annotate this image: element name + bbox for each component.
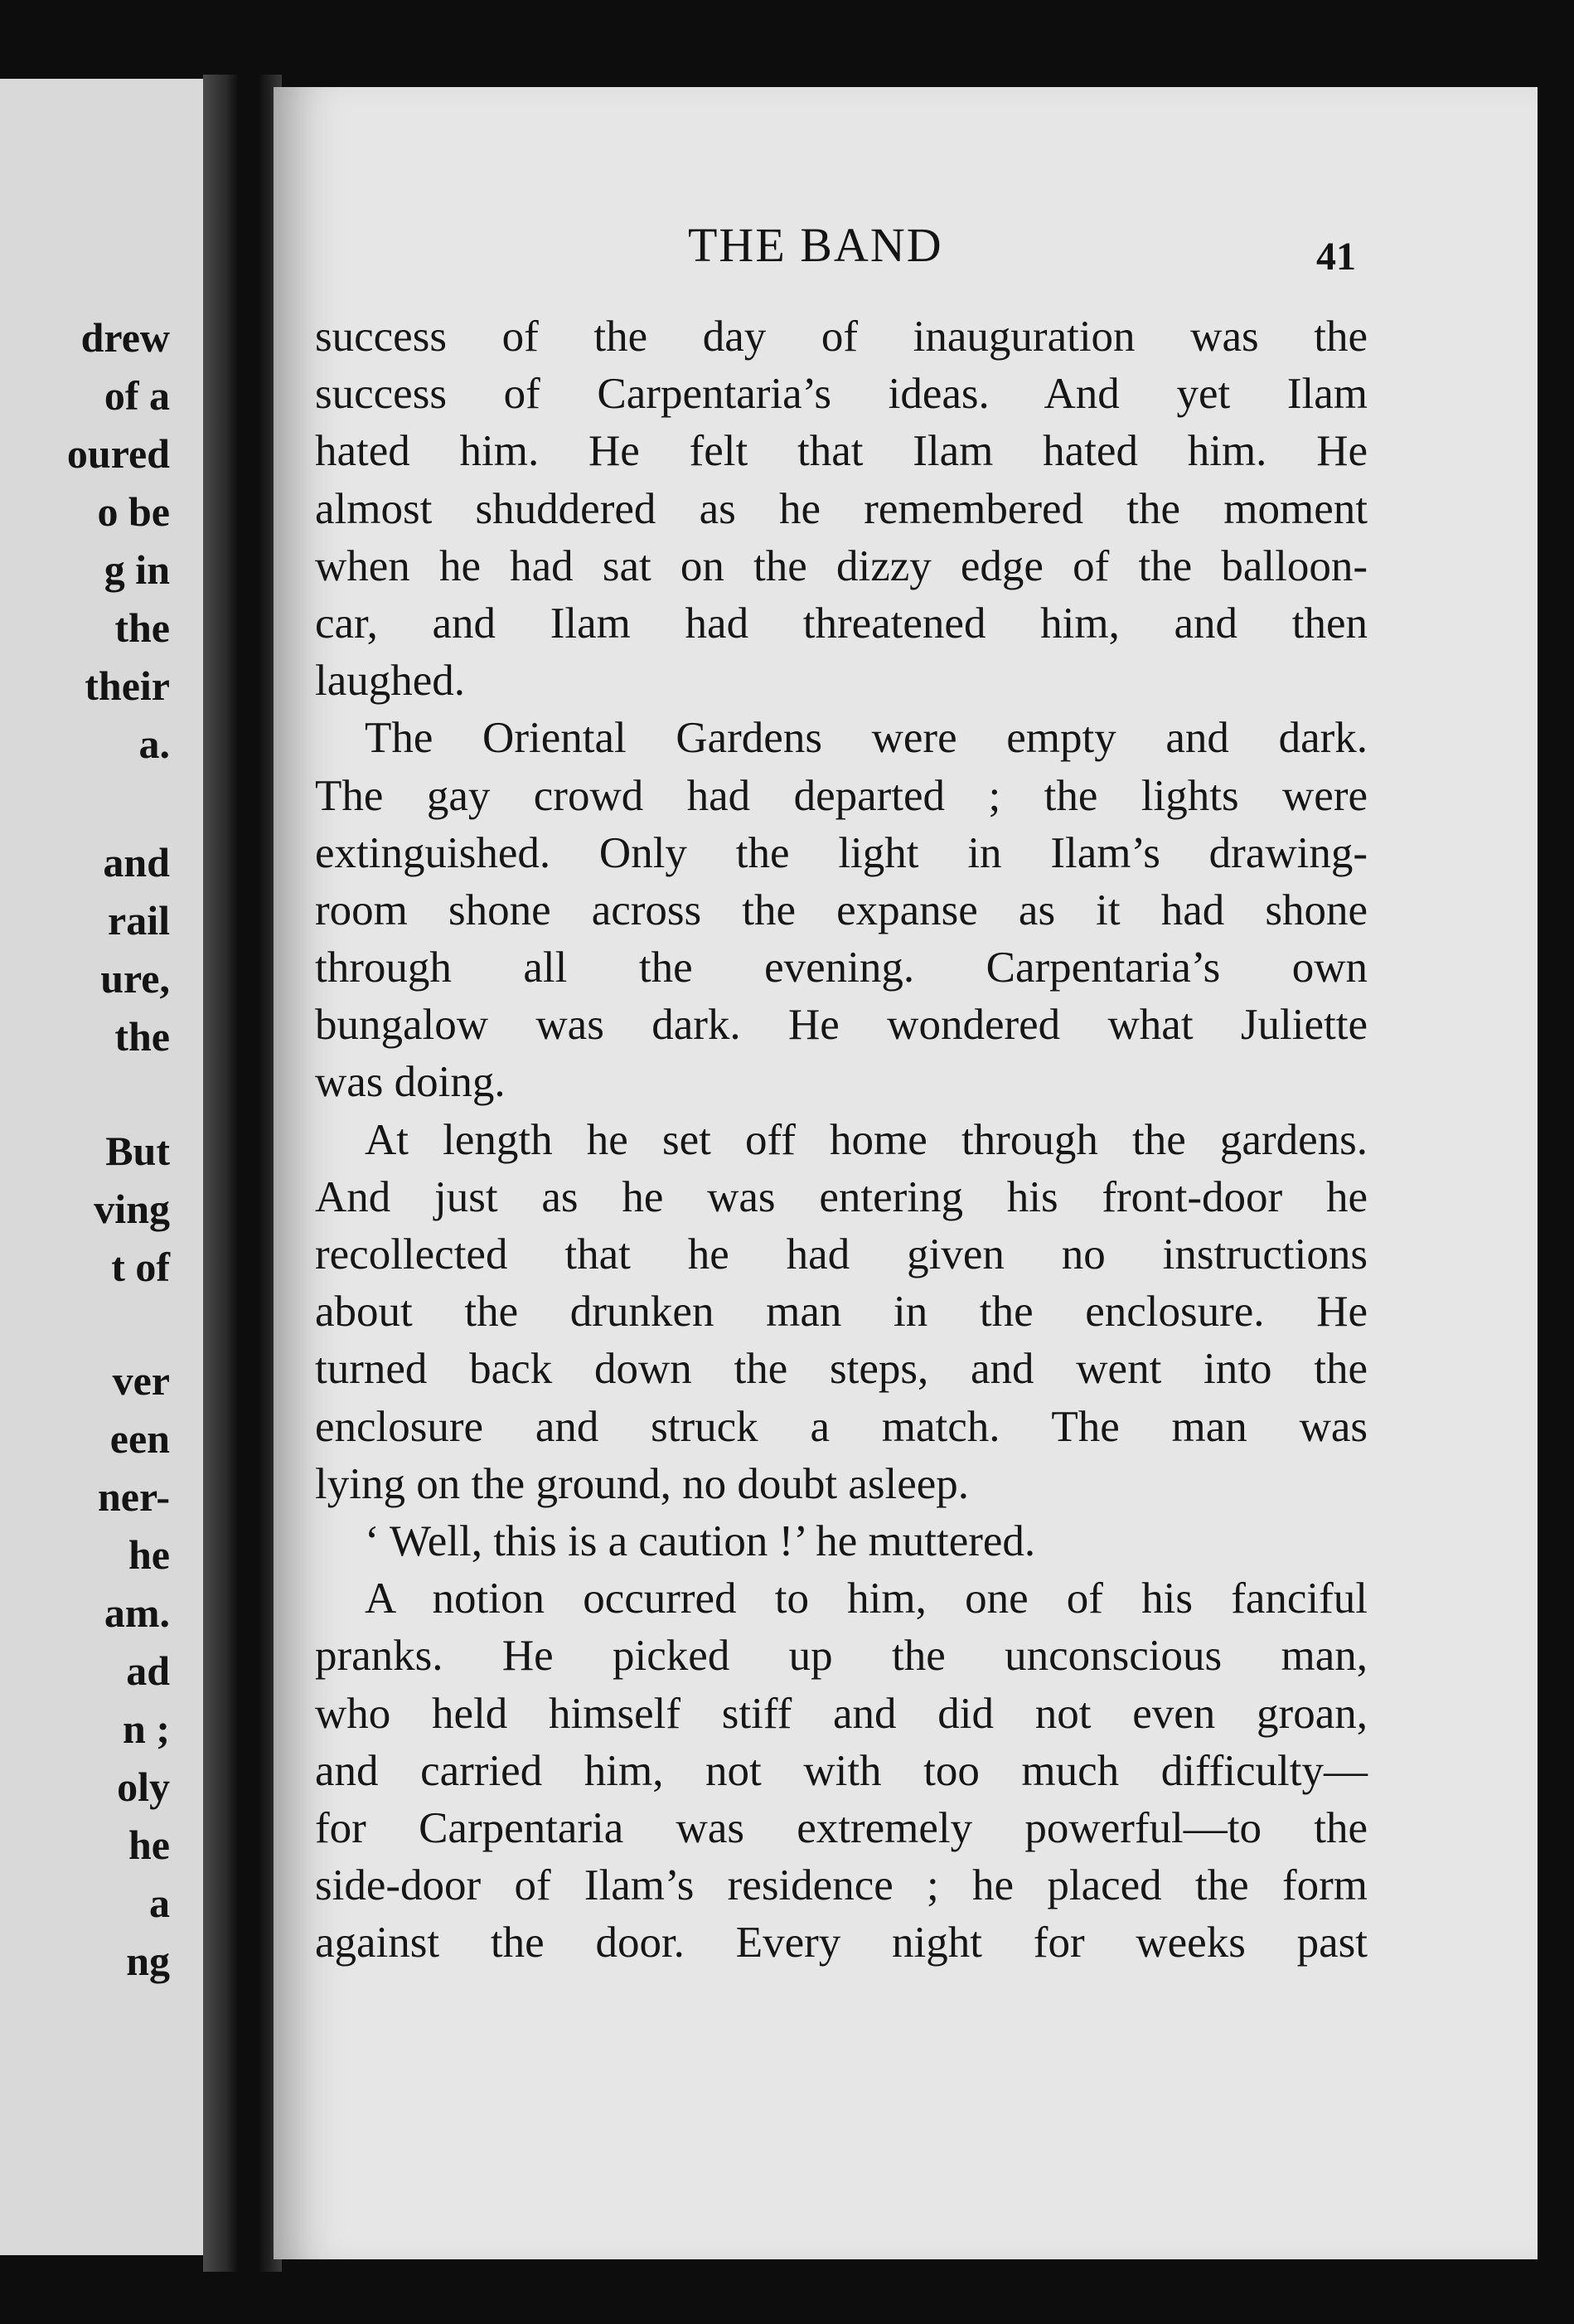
left-page-fragment: ng: [126, 1938, 170, 1984]
left-page-fragment: am.: [104, 1589, 170, 1636]
text-line: A notion occurred to him, one of his fanciful: [365, 1574, 1368, 1623]
text-line: hated him. He felt that Ilam hated him. He: [315, 427, 1368, 476]
page-number: 41: [1316, 235, 1356, 279]
text-line: through all the evening. Carpentaria’s own: [315, 944, 1368, 992]
left-page-fragment: ver: [112, 1357, 170, 1404]
left-page-fragment: t of: [111, 1244, 170, 1290]
previous-page-edge: [0, 79, 203, 2255]
text-line: bungalow was dark. He wondered what Juliette: [315, 1001, 1368, 1050]
text-line: success of the day of inauguration was the: [315, 313, 1368, 361]
left-page-fragment: a.: [138, 720, 170, 767]
left-page-fragment: the: [114, 1013, 170, 1060]
text-line: against the door. Every night for weeks past: [315, 1919, 1368, 1967]
text-line: success of Carpentaria’s ideas. And yet Ilam: [315, 370, 1368, 419]
text-line: lying on the ground, no doubt asleep.: [315, 1459, 969, 1508]
text-line: car, and Ilam had threatened him, and then: [315, 599, 1368, 648]
text-line: pranks. He picked up the unconscious man,: [315, 1632, 1368, 1681]
left-page-fragment: he: [128, 1531, 170, 1578]
left-page-fragment: the: [114, 604, 170, 651]
left-page-fragment: oured: [66, 430, 170, 477]
text-line: And just as he was entering his front-door he: [315, 1172, 1368, 1221]
left-page-fragment: their: [85, 662, 170, 709]
body-text: [315, 308, 1368, 1972]
text-line: extinguished. Only the light in Ilam’s drawing-: [315, 828, 1368, 877]
text-line: enclosure and struck a match. The man was: [315, 1402, 1368, 1451]
text-line: almost shuddered as he remembered the moment: [315, 484, 1368, 533]
text-line: side-door of Ilam’s residence ; he placed the form: [315, 1861, 1368, 1910]
left-page-fragment: oly: [117, 1764, 170, 1810]
left-page-fragment: ure,: [100, 955, 170, 1002]
text-line: and carried him, not with too much difficulty—: [315, 1746, 1368, 1795]
text-line: ‘ Well, this is a caution !’ he muttered.: [365, 1516, 1036, 1565]
left-page-fragment: a: [149, 1880, 170, 1926]
text-line: about the drunken man in the enclosure. He: [315, 1288, 1368, 1337]
left-page-fragment: ner-: [98, 1473, 170, 1520]
left-page-fragment: een: [109, 1415, 170, 1462]
text-line: The Oriental Gardens were empty and dark.: [365, 714, 1368, 763]
text-line: for Carpentaria was extremely powerful—to the: [315, 1803, 1368, 1852]
text-line: laughed.: [315, 657, 466, 706]
left-page-fragment: But: [105, 1128, 170, 1174]
running-head: THE BAND: [688, 218, 943, 272]
text-line: who held himself stiff and did not even groan,: [315, 1689, 1368, 1738]
left-page-fragment: rail: [108, 897, 170, 944]
left-page-fragment: he: [128, 1822, 170, 1868]
left-page-fragment: g in: [104, 546, 170, 593]
book-gutter: [203, 75, 282, 2272]
left-page-fragment: of a: [104, 372, 170, 419]
left-page-fragment: drew: [80, 314, 170, 361]
left-page-fragment: ving: [94, 1186, 170, 1232]
text-line: turned back down the steps, and went into the: [315, 1345, 1368, 1394]
text-line: The gay crowd had departed ; the lights were: [315, 771, 1368, 820]
text-line: when he had sat on the dizzy edge of the balloon-: [315, 541, 1368, 590]
text-line: At length he set off home through the gardens.: [365, 1115, 1368, 1164]
left-page-fragment: o be: [97, 488, 170, 535]
text-line: room shone across the expanse as it had shone: [315, 885, 1368, 934]
left-page-fragment: ad: [126, 1647, 170, 1694]
left-page-fragment: and: [103, 839, 170, 885]
left-page-fragment: n ;: [123, 1705, 170, 1752]
text-line: recollected that he had given no instructions: [315, 1230, 1368, 1278]
text-line: was doing.: [315, 1058, 506, 1107]
